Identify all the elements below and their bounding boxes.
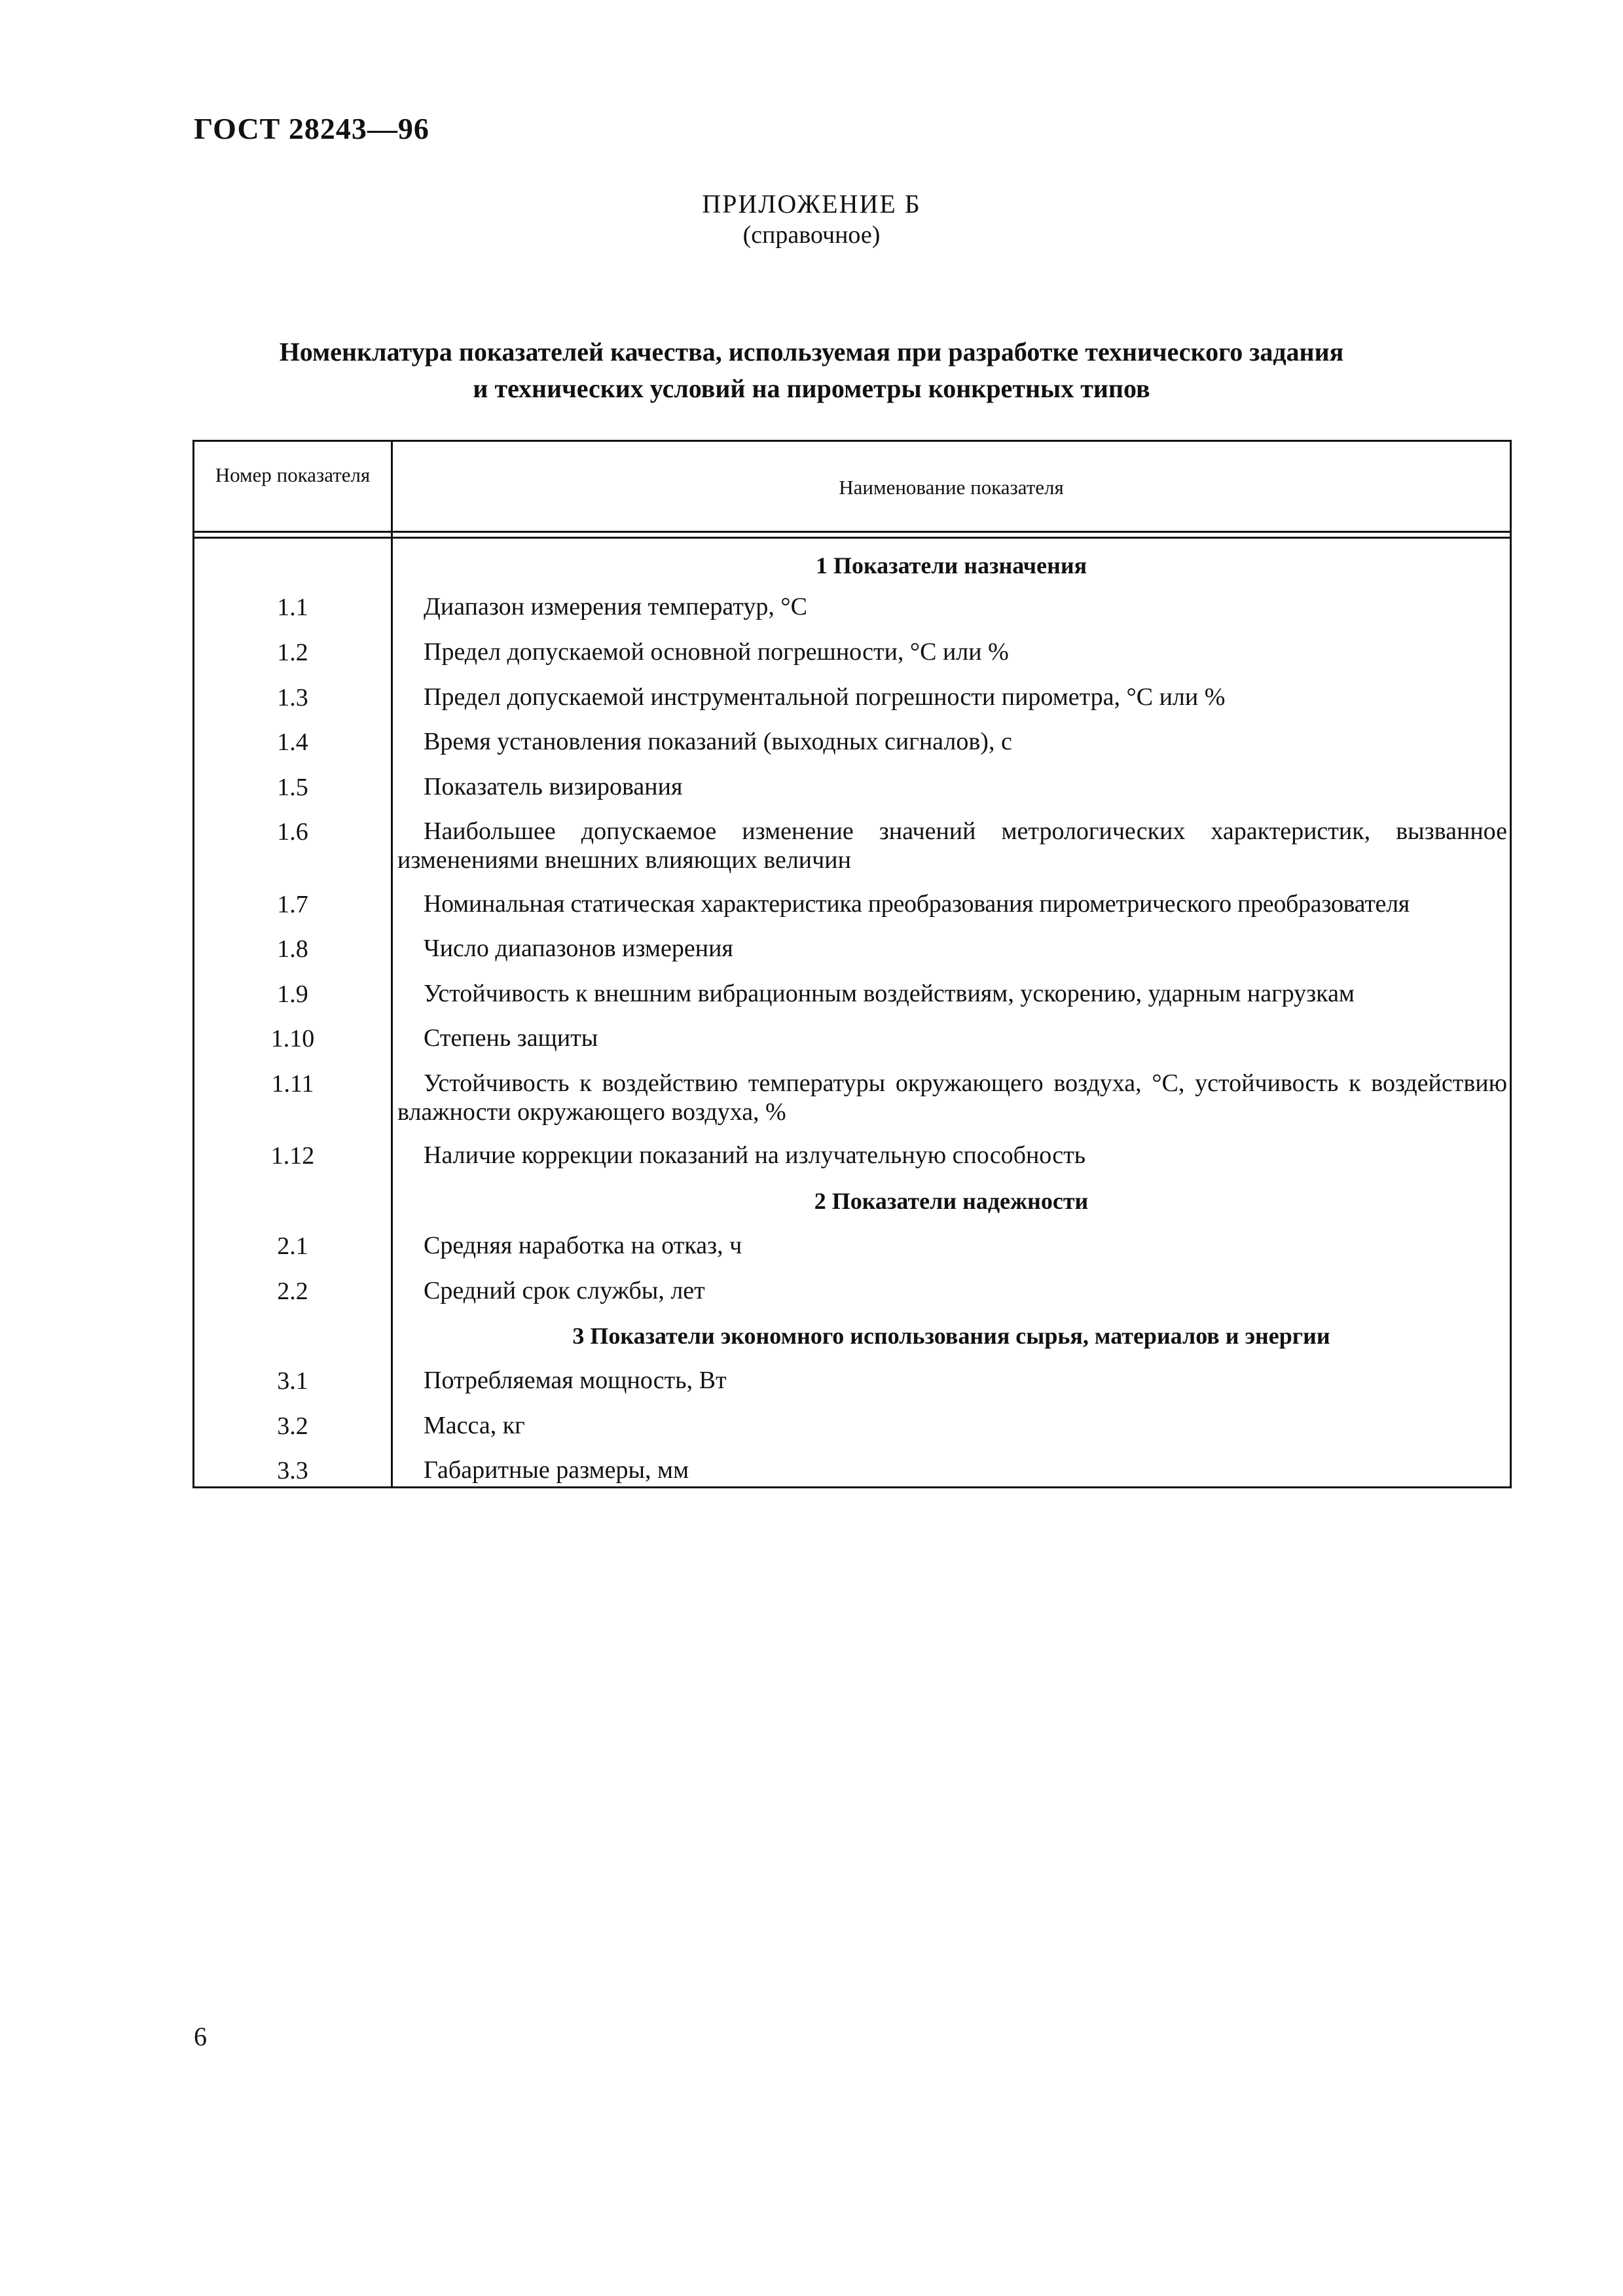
- indicator-name: Средняя наработка на отказ, ч: [424, 1232, 742, 1259]
- appendix-heading: [0, 188, 1623, 250]
- quality-indicators-table: [192, 440, 1512, 1488]
- section-title: 1 Показатели назначения: [815, 552, 1087, 579]
- indicator-name: Предел допускаемой инструментальной погрешности пирометра, °С или %: [424, 683, 1226, 711]
- indicator-name: Габаритные размеры, мм: [424, 1456, 689, 1484]
- appendix-title: ПРИЛОЖЕНИЕ Б: [702, 189, 921, 219]
- indicator-number: 1.10: [270, 1025, 315, 1052]
- indicator-name: Устойчивость к воздействию температуры окружающего воздуха, °С, устойчивость к воздействию влажности окружающего воздуха, %: [397, 1069, 1507, 1126]
- document-title-line-2: и технических условий на пирометры конкретных типов: [473, 374, 1150, 403]
- indicator-name: Средний срок службы, лет: [424, 1277, 705, 1304]
- indicator-name: Число диапазонов измерения: [424, 935, 733, 962]
- document-title-line-1: Номенклатура показателей качества, используемая при разработке технического задания: [279, 337, 1344, 367]
- indicator-name: Степень защиты: [424, 1024, 598, 1052]
- standard-number: ГОСТ 28243—96: [194, 112, 429, 145]
- page-number: 6: [194, 2022, 207, 2051]
- indicator-name: Наибольшее допускаемое изменение значений метрологических характеристик, вызванное изменениями внешних влияющих величин: [397, 817, 1507, 874]
- header-rule-bottom: [194, 537, 1510, 539]
- indicator-number: 2.1: [277, 1232, 308, 1260]
- indicator-number: 1.6: [277, 818, 308, 846]
- indicator-number: 1.12: [270, 1142, 315, 1170]
- indicator-name: Время установления показаний (выходных сигналов), с: [424, 728, 1012, 755]
- header-indicator-name: Наименование показателя: [839, 476, 1064, 499]
- section-title: 3 Показатели экономного использования сырья, материалов и энергии: [572, 1323, 1330, 1349]
- indicator-name: Устойчивость к внешним вибрационным воздействиям, ускорению, ударным нагрузкам: [424, 980, 1355, 1007]
- indicator-name: Номинальная статическая характеристика преобразования пирометрического преобразователя: [424, 890, 1410, 918]
- indicator-number: 1.11: [271, 1070, 314, 1098]
- indicator-name: Предел допускаемой основной погрешности, °С или %: [424, 638, 1009, 666]
- section-title: 2 Показатели надежности: [814, 1188, 1089, 1214]
- indicator-name: Наличие коррекции показаний на излучательную способность: [424, 1141, 1086, 1169]
- appendix-subtitle: (справочное): [742, 221, 881, 249]
- indicator-name: Показатель визирования: [424, 773, 683, 800]
- indicator-number: 1.8: [277, 935, 308, 963]
- indicator-number: 1.7: [277, 891, 308, 918]
- indicator-number: 3.3: [277, 1457, 308, 1484]
- indicator-number: 1.2: [277, 639, 308, 666]
- indicator-name: Масса, кг: [424, 1412, 525, 1439]
- header-indicator-number: Номер показателя: [215, 463, 371, 486]
- indicator-number: 1.4: [277, 728, 308, 756]
- indicator-number: 2.2: [277, 1278, 308, 1305]
- header-rule-top: [194, 531, 1510, 533]
- indicator-number: 1.3: [277, 684, 308, 711]
- indicator-number: 1.5: [277, 774, 308, 801]
- indicator-number: 3.2: [277, 1412, 308, 1440]
- document-title: [0, 334, 1623, 407]
- indicator-name: Потребляемая мощность, Вт: [424, 1367, 727, 1394]
- indicator-number: 3.1: [277, 1367, 308, 1395]
- indicator-number: 1.1: [277, 594, 308, 621]
- indicator-number: 1.9: [277, 980, 308, 1008]
- indicator-name: Диапазон измерения температур, °С: [424, 593, 807, 620]
